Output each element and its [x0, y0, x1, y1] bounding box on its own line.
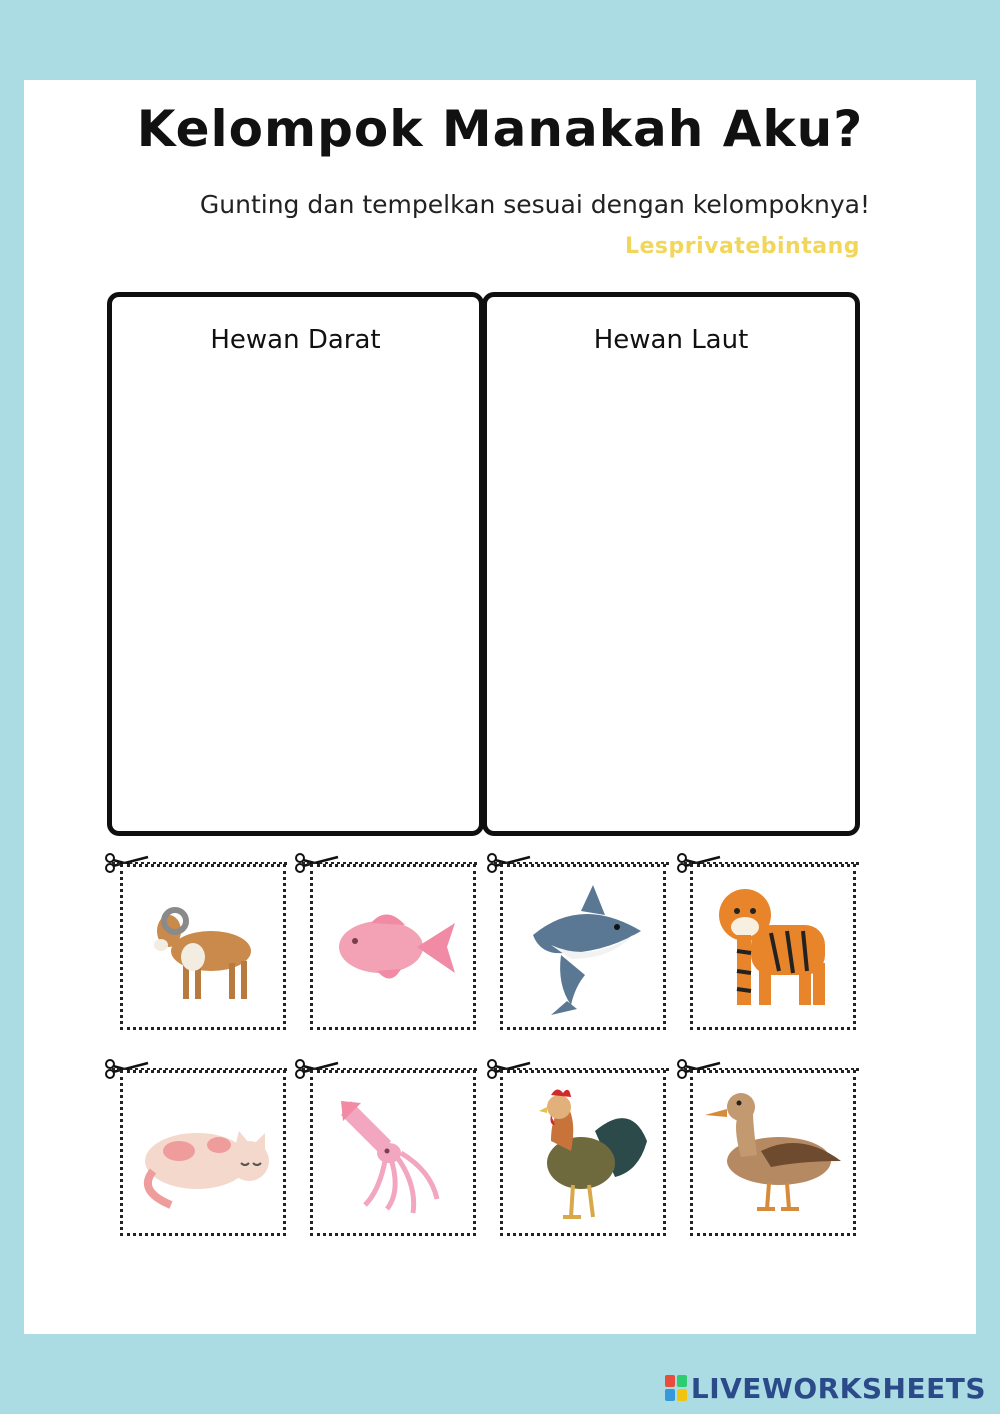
worksheet-credit: Lesprivatebintang — [624, 234, 860, 259]
card-squid[interactable] — [310, 1070, 476, 1236]
liveworksheets-brand[interactable] — [665, 1370, 986, 1406]
cat-icon — [131, 1081, 275, 1225]
card-shark[interactable] — [500, 864, 666, 1030]
card-tiger[interactable] — [690, 864, 856, 1030]
squid-icon — [321, 1081, 465, 1225]
column-heading-sea: Hewan Laut — [593, 325, 749, 355]
drop-zone-sea-animals[interactable] — [482, 292, 860, 836]
shark-icon — [511, 875, 655, 1019]
column-heading-land: Hewan Darat — [210, 325, 381, 355]
card-cat[interactable] — [120, 1070, 286, 1236]
duck-icon — [701, 1081, 845, 1225]
fish-icon — [321, 875, 465, 1019]
rooster-icon — [511, 1081, 655, 1225]
tiger-icon — [701, 875, 845, 1019]
drop-zone-land-animals[interactable] — [107, 292, 484, 836]
liveworksheets-logo-icon — [665, 1375, 687, 1401]
card-rooster[interactable] — [500, 1070, 666, 1236]
card-duck[interactable] — [690, 1070, 856, 1236]
ram-icon — [131, 875, 275, 1019]
card-fish[interactable] — [310, 864, 476, 1030]
card-ram[interactable] — [120, 864, 286, 1030]
worksheet-instruction: Gunting dan tempelkan sesuai dengan kelompoknya! — [199, 190, 870, 219]
brand-name: LIVEWORKSHEETS — [690, 1371, 986, 1405]
worksheet-title: Kelompok Manakah Aku? — [136, 100, 864, 158]
